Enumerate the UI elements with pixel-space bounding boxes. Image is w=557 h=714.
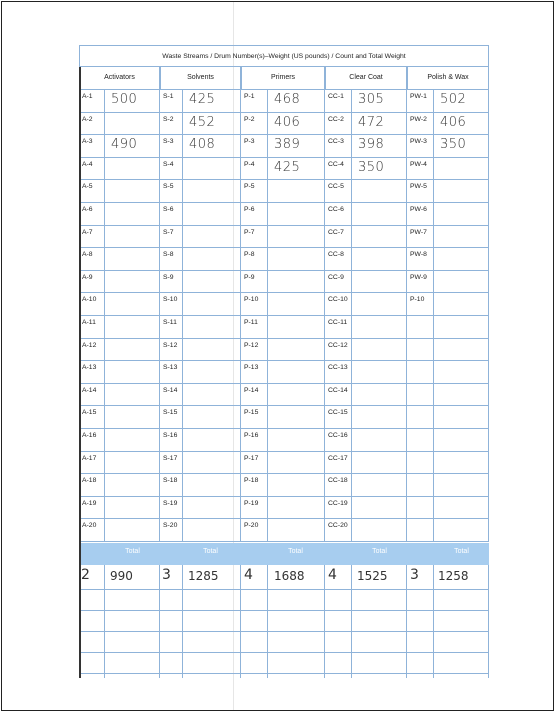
weight-cell-primers [268, 474, 325, 497]
drum-label-activators: A-13 [79, 361, 105, 384]
column-header-polish-wax: Polish & Wax [407, 67, 489, 90]
table-row [72, 384, 489, 407]
drum-label-primers: P-13 [241, 361, 268, 384]
weight-cell-activators [105, 497, 160, 520]
drum-label-polish-wax: PW-4 [407, 158, 434, 181]
total-label-polish-wax: Total [454, 548, 469, 555]
weight-cell-solvents [183, 339, 241, 362]
total-weight-primers: 1688 [274, 569, 305, 583]
weight-cell-clear-coat [352, 203, 407, 226]
weight-cell-primers: 406 [268, 113, 325, 136]
weight-cell-polish-wax: 350 [434, 135, 489, 158]
drum-label-solvents: S-5 [160, 180, 183, 203]
drum-label-primers: P-19 [241, 497, 268, 520]
drum-label-solvents: S-12 [160, 339, 183, 362]
weight-cell-solvents [183, 497, 241, 520]
weight-cell-polish-wax [434, 203, 489, 226]
weight-cell-activators [105, 384, 160, 407]
table-row [72, 135, 489, 158]
weight-cell-polish-wax [434, 248, 489, 271]
drum-label-primers: P-15 [241, 406, 268, 429]
drum-label-clear-coat: CC-15 [325, 406, 352, 429]
grid-line [488, 565, 489, 678]
blank-row [79, 653, 489, 674]
drum-label-clear-coat: CC-4 [325, 158, 352, 181]
column-header-activators: Activators [79, 67, 160, 90]
drum-label-primers: P-10 [241, 293, 268, 316]
drum-label-activators: A-16 [79, 429, 105, 452]
weight-cell-primers [268, 519, 325, 542]
drum-label-activators: A-15 [79, 406, 105, 429]
drum-label-solvents: S-17 [160, 452, 183, 475]
drum-label-primers: P-5 [241, 180, 268, 203]
weight-cell-activators [105, 339, 160, 362]
total-weight-activators: 990 [110, 569, 133, 583]
drum-label-activators: A-4 [79, 158, 105, 181]
drum-label-activators: A-5 [79, 180, 105, 203]
drum-label-polish-wax [407, 474, 434, 497]
weight-cell-clear-coat [352, 293, 407, 316]
drum-label-polish-wax: PW-3 [407, 135, 434, 158]
total-label-primers: Total [288, 548, 303, 555]
weight-cell-clear-coat [352, 361, 407, 384]
total-label-activators: Total [125, 548, 140, 555]
drum-label-clear-coat: CC-5 [325, 180, 352, 203]
grid-line [324, 565, 325, 678]
drum-label-clear-coat: CC-10 [325, 293, 352, 316]
grid-line [240, 565, 241, 678]
weight-cell-clear-coat: 472 [352, 113, 407, 136]
weight-cell-solvents [183, 519, 241, 542]
drum-label-primers: P-7 [241, 226, 268, 249]
weight-cell-activators [105, 226, 160, 249]
drum-label-solvents: S-10 [160, 293, 183, 316]
drum-label-activators: A-17 [79, 452, 105, 475]
drum-label-polish-wax: PW-1 [407, 90, 434, 113]
drum-label-solvents: S-14 [160, 384, 183, 407]
drum-label-primers: P-8 [241, 248, 268, 271]
drum-label-clear-coat: CC-1 [325, 90, 352, 113]
table-row [72, 248, 489, 271]
weight-cell-polish-wax [434, 158, 489, 181]
table-row [72, 339, 489, 362]
weight-cell-clear-coat [352, 429, 407, 452]
table-row [72, 203, 489, 226]
drum-label-polish-wax: PW-9 [407, 271, 434, 294]
weight-cell-clear-coat [352, 316, 407, 339]
weight-cell-solvents [183, 361, 241, 384]
weight-cell-solvents [183, 226, 241, 249]
weight-cell-polish-wax [434, 316, 489, 339]
drum-label-activators: A-11 [79, 316, 105, 339]
drum-label-solvents: S-2 [160, 113, 183, 136]
table-row [72, 452, 489, 475]
grid-line [267, 565, 268, 678]
weight-cell-activators [105, 406, 160, 429]
total-count-primers: 4 [244, 567, 253, 583]
grid-line [104, 565, 105, 678]
total-count-clear-coat: 4 [328, 567, 337, 583]
weight-cell-primers [268, 226, 325, 249]
weight-cell-activators [105, 248, 160, 271]
drum-label-primers: P-12 [241, 339, 268, 362]
drum-label-polish-wax [407, 339, 434, 362]
drum-label-clear-coat: CC-8 [325, 248, 352, 271]
drum-label-solvents: S-11 [160, 316, 183, 339]
weight-cell-solvents [183, 316, 241, 339]
total-count-solvents: 3 [162, 567, 171, 583]
drum-label-clear-coat: CC-19 [325, 497, 352, 520]
drum-label-primers: P-14 [241, 384, 268, 407]
drum-label-polish-wax [407, 384, 434, 407]
drum-label-activators: A-9 [79, 271, 105, 294]
weight-cell-polish-wax [434, 519, 489, 542]
weight-cell-activators: 490 [105, 135, 160, 158]
drum-label-solvents: S-7 [160, 226, 183, 249]
weight-cell-polish-wax: 406 [434, 113, 489, 136]
weight-cell-primers [268, 406, 325, 429]
drum-label-polish-wax: PW-7 [407, 226, 434, 249]
table-row [72, 474, 489, 497]
drum-label-clear-coat: CC-20 [325, 519, 352, 542]
drum-label-polish-wax [407, 497, 434, 520]
weight-cell-polish-wax [434, 226, 489, 249]
drum-label-polish-wax [407, 429, 434, 452]
drum-label-solvents: S-19 [160, 497, 183, 520]
weight-cell-solvents [183, 429, 241, 452]
total-label-clear-coat: Total [372, 548, 387, 555]
weight-cell-activators [105, 180, 160, 203]
drum-label-activators: A-1 [79, 90, 105, 113]
drum-label-solvents: S-3 [160, 135, 183, 158]
weight-cell-primers [268, 339, 325, 362]
drum-label-solvents: S-15 [160, 406, 183, 429]
weight-cell-clear-coat [352, 384, 407, 407]
grid-line [182, 565, 183, 678]
weight-cell-clear-coat [352, 519, 407, 542]
weight-cell-polish-wax [434, 384, 489, 407]
drum-label-primers: P-9 [241, 271, 268, 294]
table-row [72, 361, 489, 384]
drum-label-solvents: S-18 [160, 474, 183, 497]
weight-cell-clear-coat [352, 452, 407, 475]
blank-row [79, 611, 489, 632]
drum-label-polish-wax [407, 519, 434, 542]
weight-cell-solvents [183, 203, 241, 226]
drum-label-primers: P-3 [241, 135, 268, 158]
weight-cell-solvents: 452 [183, 113, 241, 136]
drum-label-solvents: S-9 [160, 271, 183, 294]
weight-cell-polish-wax [434, 497, 489, 520]
drum-label-polish-wax: P-10 [407, 293, 434, 316]
drum-label-activators: A-14 [79, 384, 105, 407]
total-count-polish-wax: 3 [410, 567, 419, 583]
weight-cell-clear-coat [352, 248, 407, 271]
weight-cell-solvents [183, 180, 241, 203]
weight-cell-solvents [183, 384, 241, 407]
drum-label-primers: P-17 [241, 452, 268, 475]
drum-label-polish-wax: PW-5 [407, 180, 434, 203]
drum-label-clear-coat: CC-14 [325, 384, 352, 407]
table-row [72, 497, 489, 520]
weight-cell-clear-coat [352, 497, 407, 520]
drum-label-clear-coat: CC-16 [325, 429, 352, 452]
sheet-left-border [79, 67, 81, 678]
drum-label-polish-wax: PW-8 [407, 248, 434, 271]
weight-cell-activators: 500 [105, 90, 160, 113]
drum-label-polish-wax [407, 452, 434, 475]
grid-line [351, 565, 352, 678]
weight-cell-primers [268, 452, 325, 475]
table-row [72, 293, 489, 316]
weight-cell-activators [105, 293, 160, 316]
drum-label-activators: A-6 [79, 203, 105, 226]
blank-row [79, 632, 489, 653]
drum-label-solvents: S-4 [160, 158, 183, 181]
drum-label-primers: P-11 [241, 316, 268, 339]
table-row [72, 90, 489, 113]
drum-label-activators: A-12 [79, 339, 105, 362]
table-row [72, 429, 489, 452]
weight-cell-primers [268, 293, 325, 316]
weight-cell-polish-wax [434, 271, 489, 294]
weight-cell-primers [268, 361, 325, 384]
weight-cell-polish-wax [434, 293, 489, 316]
table-row [72, 226, 489, 249]
waste-log-sheet [72, 45, 489, 678]
drum-label-primers: P-4 [241, 158, 268, 181]
weight-cell-clear-coat [352, 226, 407, 249]
weight-cell-polish-wax [434, 339, 489, 362]
weight-cell-primers [268, 180, 325, 203]
weight-cell-clear-coat: 305 [352, 90, 407, 113]
weight-cell-solvents [183, 406, 241, 429]
weight-cell-clear-coat [352, 271, 407, 294]
drum-label-activators: A-20 [79, 519, 105, 542]
column-header-clear-coat: Clear Coat [325, 67, 407, 90]
drum-label-solvents: S-20 [160, 519, 183, 542]
drum-label-activators: A-7 [79, 226, 105, 249]
weight-cell-activators [105, 316, 160, 339]
weight-cell-activators [105, 158, 160, 181]
weight-cell-polish-wax [434, 452, 489, 475]
total-weight-solvents: 1285 [188, 569, 219, 583]
weight-cell-primers [268, 203, 325, 226]
column-header-primers: Primers [241, 67, 325, 90]
drum-label-primers: P-2 [241, 113, 268, 136]
weight-cell-activators [105, 271, 160, 294]
drum-label-clear-coat: CC-13 [325, 361, 352, 384]
table-row [72, 271, 489, 294]
total-label-solvents: Total [203, 548, 218, 555]
weight-cell-activators [105, 519, 160, 542]
drum-label-clear-coat: CC-3 [325, 135, 352, 158]
weight-cell-polish-wax [434, 406, 489, 429]
drum-label-primers: P-18 [241, 474, 268, 497]
weight-cell-activators [105, 429, 160, 452]
weight-cell-primers [268, 429, 325, 452]
drum-label-polish-wax: PW-2 [407, 113, 434, 136]
drum-label-polish-wax [407, 406, 434, 429]
weight-cell-primers: 389 [268, 135, 325, 158]
drum-label-clear-coat: CC-11 [325, 316, 352, 339]
weight-cell-activators [105, 474, 160, 497]
table-row [72, 113, 489, 136]
weight-cell-clear-coat [352, 406, 407, 429]
drum-label-activators: A-8 [79, 248, 105, 271]
drum-label-clear-coat: CC-6 [325, 203, 352, 226]
blank-row [79, 590, 489, 611]
table-row [72, 519, 489, 542]
total-weight-clear-coat: 1525 [357, 569, 388, 583]
drum-label-primers: P-20 [241, 519, 268, 542]
drum-label-activators: A-3 [79, 135, 105, 158]
weight-cell-solvents [183, 248, 241, 271]
weight-cell-primers: 468 [268, 90, 325, 113]
weight-cell-solvents [183, 452, 241, 475]
drum-label-clear-coat: CC-9 [325, 271, 352, 294]
weight-cell-primers [268, 497, 325, 520]
weight-cell-polish-wax [434, 474, 489, 497]
total-weight-polish-wax: 1258 [438, 569, 469, 583]
drum-label-polish-wax [407, 316, 434, 339]
totals-row [79, 565, 489, 590]
weight-cell-activators [105, 113, 160, 136]
table-row [72, 316, 489, 339]
weight-cell-clear-coat [352, 339, 407, 362]
drum-label-clear-coat: CC-7 [325, 226, 352, 249]
weight-cell-clear-coat: 398 [352, 135, 407, 158]
drum-label-activators: A-18 [79, 474, 105, 497]
drum-label-clear-coat: CC-2 [325, 113, 352, 136]
weight-cell-solvents: 408 [183, 135, 241, 158]
total-count-activators: 2 [81, 567, 90, 583]
weight-cell-polish-wax [434, 429, 489, 452]
weight-cell-primers: 425 [268, 158, 325, 181]
weight-cell-polish-wax [434, 180, 489, 203]
weight-cell-primers [268, 384, 325, 407]
drum-label-solvents: S-6 [160, 203, 183, 226]
weight-cell-clear-coat [352, 180, 407, 203]
drum-label-solvents: S-8 [160, 248, 183, 271]
drum-label-primers: P-6 [241, 203, 268, 226]
weight-cell-primers [268, 248, 325, 271]
drum-label-primers: P-1 [241, 90, 268, 113]
weight-cell-activators [105, 452, 160, 475]
weight-cell-activators [105, 361, 160, 384]
drum-label-clear-coat: CC-18 [325, 474, 352, 497]
sheet-title: Waste Streams / Drum Number(s)–Weight (US pounds) / Count and Total Weight [79, 45, 489, 67]
weight-cell-solvents [183, 271, 241, 294]
weight-cell-polish-wax: 502 [434, 90, 489, 113]
drum-label-activators: A-2 [79, 113, 105, 136]
weight-cell-clear-coat: 350 [352, 158, 407, 181]
weight-cell-solvents [183, 158, 241, 181]
drum-label-solvents: S-13 [160, 361, 183, 384]
weight-cell-solvents [183, 293, 241, 316]
column-header-solvents: Solvents [160, 67, 241, 90]
drum-label-polish-wax [407, 361, 434, 384]
drum-label-primers: P-16 [241, 429, 268, 452]
weight-cell-solvents: 425 [183, 90, 241, 113]
weight-cell-clear-coat [352, 474, 407, 497]
weight-cell-activators [105, 203, 160, 226]
grid-line [159, 565, 160, 678]
weight-cell-polish-wax [434, 361, 489, 384]
weight-cell-primers [268, 271, 325, 294]
weight-cell-primers [268, 316, 325, 339]
drum-label-activators: A-10 [79, 293, 105, 316]
grid-line [433, 565, 434, 678]
table-row [72, 180, 489, 203]
drum-label-clear-coat: CC-12 [325, 339, 352, 362]
drum-label-solvents: S-1 [160, 90, 183, 113]
drum-label-solvents: S-16 [160, 429, 183, 452]
grid-line [406, 565, 407, 678]
drum-label-activators: A-19 [79, 497, 105, 520]
table-row [72, 406, 489, 429]
table-row [72, 158, 489, 181]
drum-label-polish-wax: PW-6 [407, 203, 434, 226]
weight-cell-solvents [183, 474, 241, 497]
drum-label-clear-coat: CC-17 [325, 452, 352, 475]
